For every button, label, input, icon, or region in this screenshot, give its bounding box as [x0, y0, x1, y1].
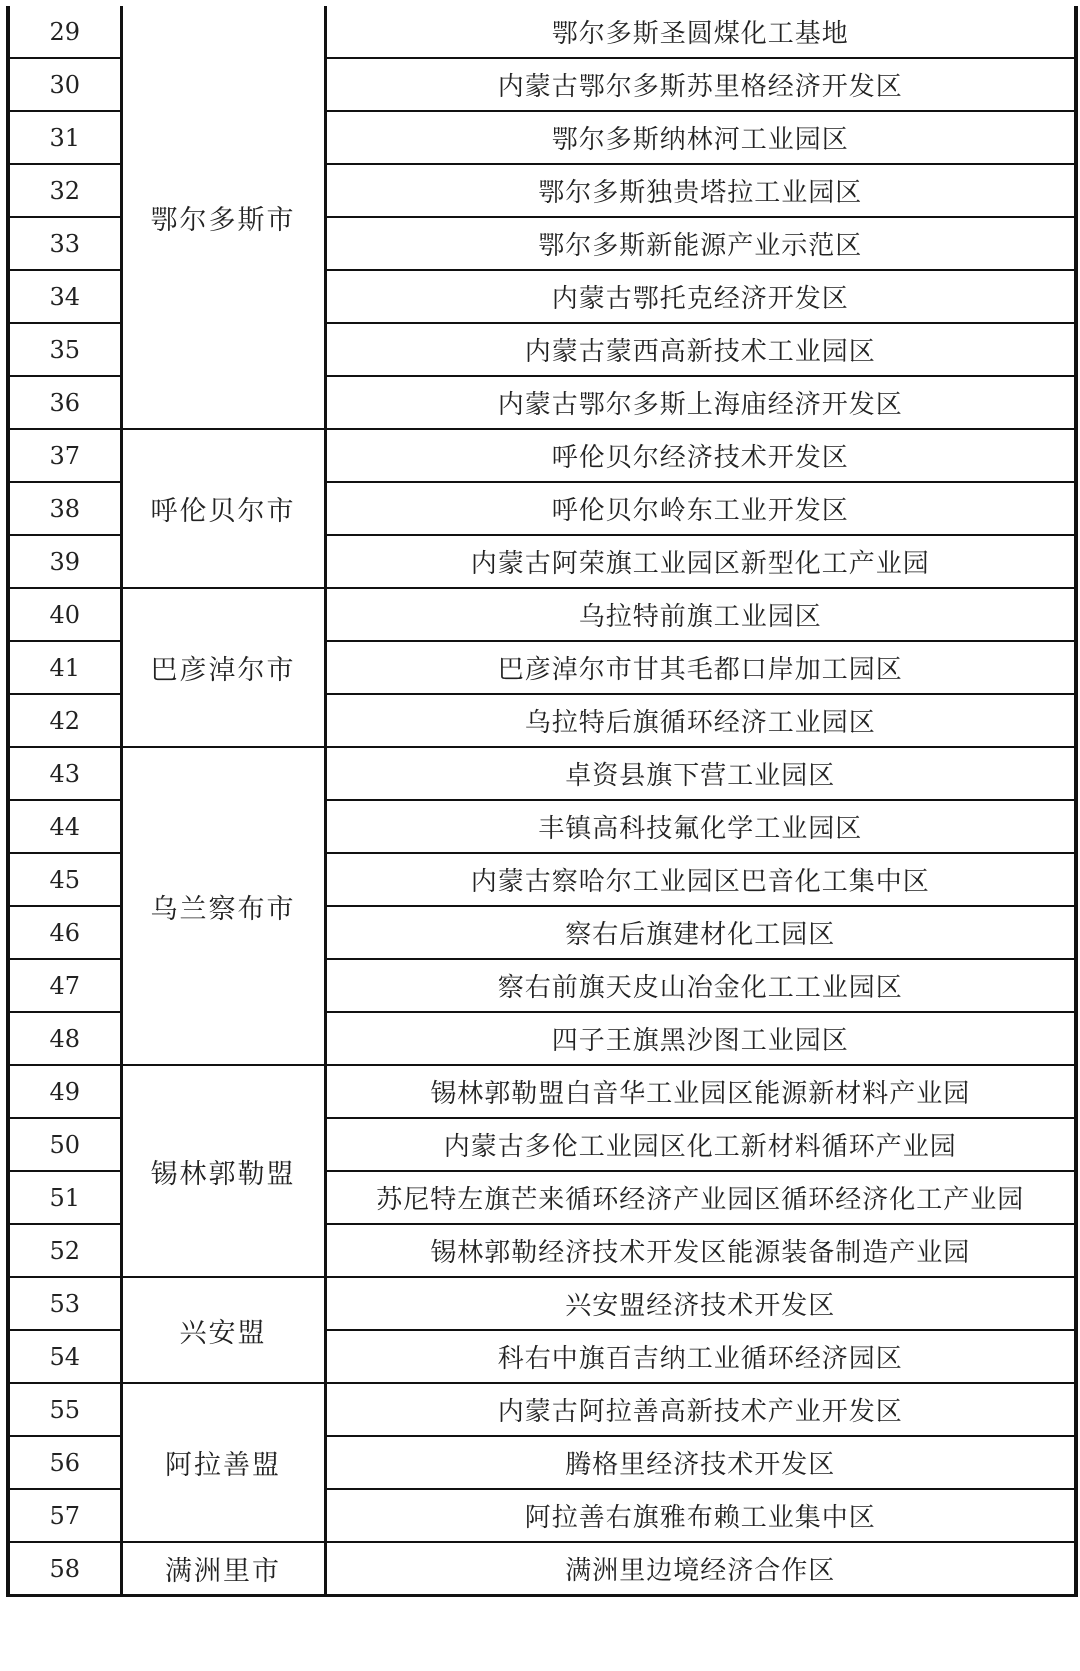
city-cell: 呼伦贝尔市 [121, 429, 325, 588]
city-cell: 巴彦淖尔市 [121, 588, 325, 747]
row-number-cell: 36 [8, 376, 121, 429]
row-number-cell: 41 [8, 641, 121, 694]
park-name-cell: 卓资县旗下营工业园区 [325, 747, 1076, 800]
row-number-cell: 56 [8, 1436, 121, 1489]
city-cell: 锡林郭勒盟 [121, 1065, 325, 1277]
row-number-cell: 35 [8, 323, 121, 376]
row-number-cell: 38 [8, 482, 121, 535]
park-name-cell: 苏尼特左旗芒来循环经济产业园区循环经济化工产业园 [325, 1171, 1076, 1224]
park-name-cell: 呼伦贝尔经济技术开发区 [325, 429, 1076, 482]
row-number-cell: 50 [8, 1118, 121, 1171]
park-name-cell: 察右前旗天皮山冶金化工工业园区 [325, 959, 1076, 1012]
row-number-cell: 53 [8, 1277, 121, 1330]
table-row [8, 1542, 1076, 1596]
row-number-cell: 55 [8, 1383, 121, 1436]
park-name-cell: 察右后旗建材化工园区 [325, 906, 1076, 959]
park-name-cell: 内蒙古阿拉善高新技术产业开发区 [325, 1383, 1076, 1436]
park-name-cell: 锡林郭勒经济技术开发区能源装备制造产业园 [325, 1224, 1076, 1277]
row-number-cell: 48 [8, 1012, 121, 1065]
city-cell: 乌兰察布市 [121, 747, 325, 1065]
row-number-cell: 39 [8, 535, 121, 588]
industrial-park-table-wrapper [6, 6, 1074, 1665]
table-row [8, 588, 1076, 641]
row-number-cell: 51 [8, 1171, 121, 1224]
table-row [8, 1383, 1076, 1436]
row-number-cell: 47 [8, 959, 121, 1012]
park-name-cell: 乌拉特前旗工业园区 [325, 588, 1076, 641]
row-number-cell: 52 [8, 1224, 121, 1277]
park-name-cell: 阿拉善右旗雅布赖工业集中区 [325, 1489, 1076, 1542]
row-number-cell: 46 [8, 906, 121, 959]
park-name-cell: 鄂尔多斯独贵塔拉工业园区 [325, 164, 1076, 217]
row-number-cell: 40 [8, 588, 121, 641]
park-name-cell: 锡林郭勒盟白音华工业园区能源新材料产业园 [325, 1065, 1076, 1118]
park-name-cell: 内蒙古多伦工业园区化工新材料循环产业园 [325, 1118, 1076, 1171]
park-name-cell: 内蒙古察哈尔工业园区巴音化工集中区 [325, 853, 1076, 906]
city-cell: 阿拉善盟 [121, 1383, 325, 1542]
park-name-cell: 内蒙古阿荣旗工业园区新型化工产业园 [325, 535, 1076, 588]
row-number-cell: 44 [8, 800, 121, 853]
park-name-cell: 内蒙古鄂尔多斯苏里格经济开发区 [325, 58, 1076, 111]
row-number-cell: 42 [8, 694, 121, 747]
park-name-cell: 呼伦贝尔岭东工业开发区 [325, 482, 1076, 535]
park-name-cell: 兴安盟经济技术开发区 [325, 1277, 1076, 1330]
park-name-cell: 内蒙古鄂尔多斯上海庙经济开发区 [325, 376, 1076, 429]
park-name-cell: 满洲里边境经济合作区 [325, 1542, 1076, 1596]
row-number-cell: 29 [8, 6, 121, 58]
park-name-cell: 鄂尔多斯新能源产业示范区 [325, 217, 1076, 270]
table-row [8, 747, 1076, 800]
park-name-cell: 内蒙古鄂托克经济开发区 [325, 270, 1076, 323]
park-name-cell: 鄂尔多斯纳林河工业园区 [325, 111, 1076, 164]
row-number-cell: 32 [8, 164, 121, 217]
row-number-cell: 45 [8, 853, 121, 906]
park-name-cell: 科右中旗百吉纳工业循环经济园区 [325, 1330, 1076, 1383]
park-name-cell: 巴彦淖尔市甘其毛都口岸加工园区 [325, 641, 1076, 694]
row-number-cell: 37 [8, 429, 121, 482]
row-number-cell: 58 [8, 1542, 121, 1596]
table-row [8, 6, 1076, 58]
row-number-cell: 34 [8, 270, 121, 323]
city-cell: 鄂尔多斯市 [121, 6, 325, 429]
row-number-cell: 33 [8, 217, 121, 270]
park-name-cell: 鄂尔多斯圣圆煤化工基地 [325, 6, 1076, 58]
park-name-cell: 内蒙古蒙西高新技术工业园区 [325, 323, 1076, 376]
row-number-cell: 30 [8, 58, 121, 111]
city-cell: 兴安盟 [121, 1277, 325, 1383]
park-name-cell: 腾格里经济技术开发区 [325, 1436, 1076, 1489]
park-name-cell: 四子王旗黑沙图工业园区 [325, 1012, 1076, 1065]
industrial-park-table [6, 6, 1078, 1597]
row-number-cell: 31 [8, 111, 121, 164]
row-number-cell: 57 [8, 1489, 121, 1542]
row-number-cell: 54 [8, 1330, 121, 1383]
park-name-cell: 乌拉特后旗循环经济工业园区 [325, 694, 1076, 747]
table-body [8, 6, 1076, 1596]
row-number-cell: 43 [8, 747, 121, 800]
table-row [8, 1065, 1076, 1118]
row-number-cell: 49 [8, 1065, 121, 1118]
city-cell: 满洲里市 [121, 1542, 325, 1596]
table-row [8, 1277, 1076, 1330]
table-row [8, 429, 1076, 482]
park-name-cell: 丰镇高科技氟化学工业园区 [325, 800, 1076, 853]
